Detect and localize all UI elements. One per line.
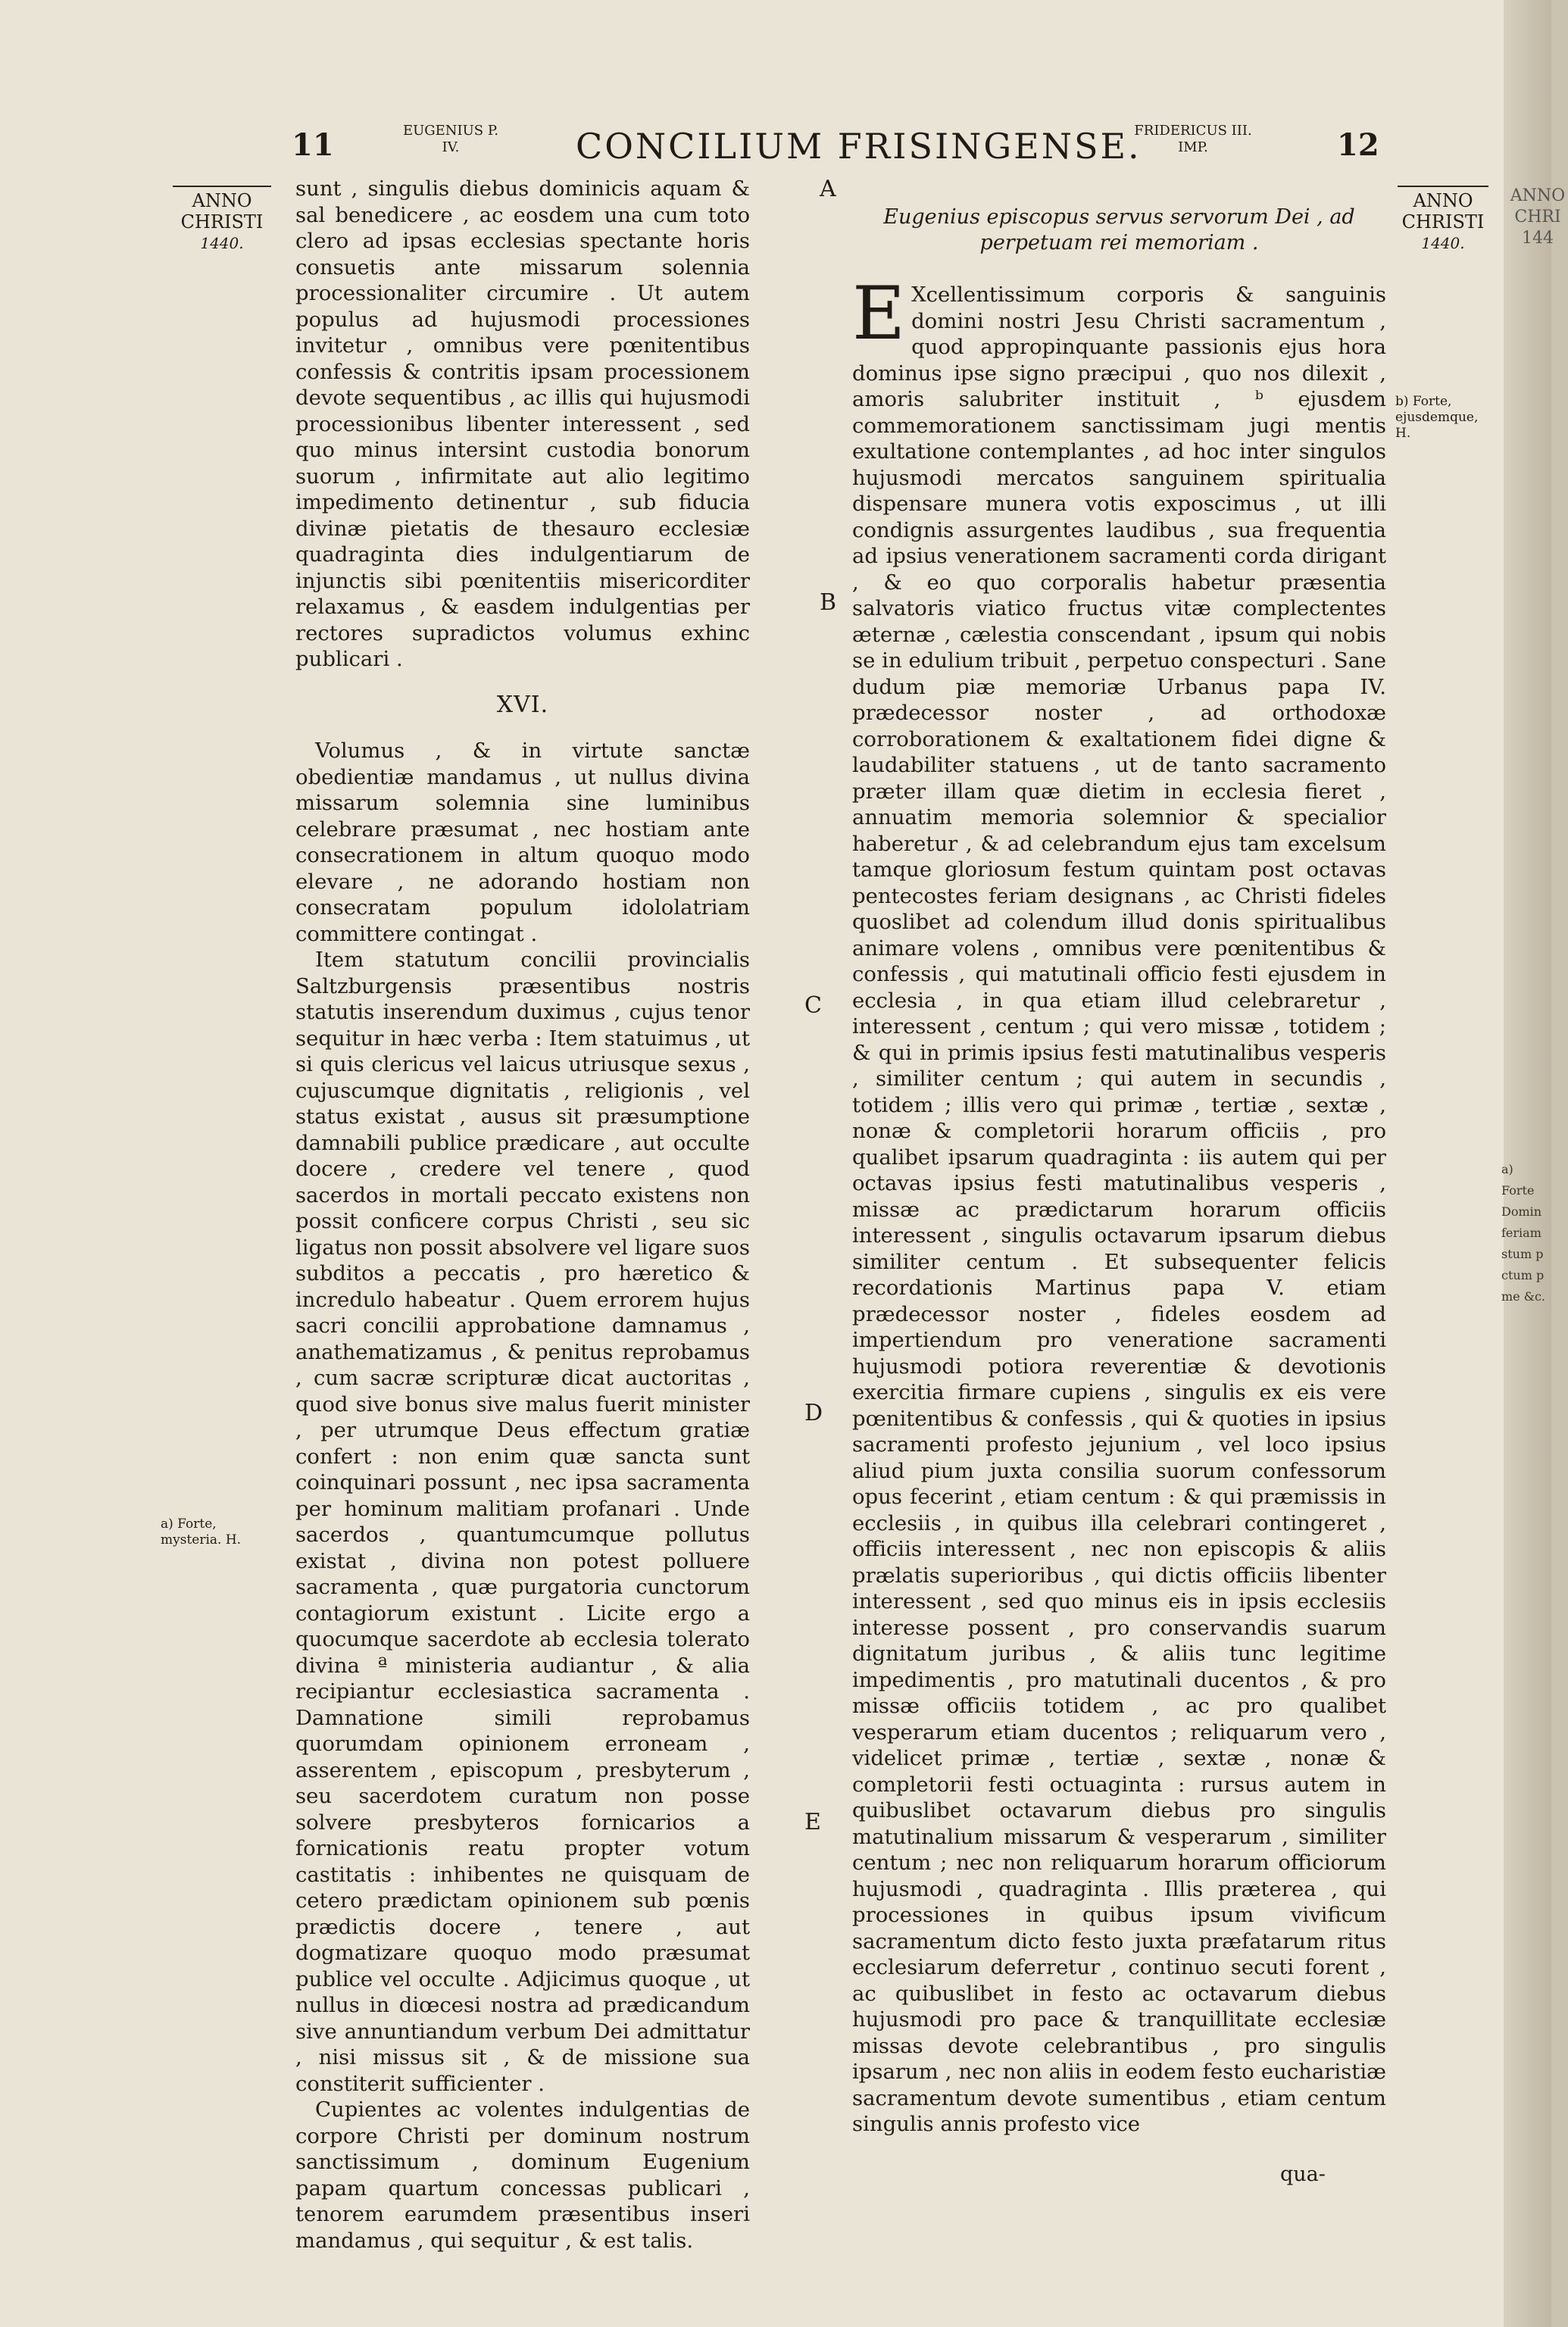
left-column [295,176,750,2254]
anno-label: ANNO CHRISTI [180,190,264,233]
footnote-edge-a: a) Forte Domin feriam stum p ctum p me &c. [1501,1162,1546,1304]
margin-letter-c: C [804,992,822,1019]
margin-anno-edge: ANNO CHRI 144 [1510,186,1566,248]
left-paragraph-3: Item statutum concilii provincialis Saltzburgensis præsentibus nostris statutis inserendum duximus , cujus tenor sequitur in hæc verba : Item statuimus , ut si quis clericus vel laicus utriusque sexus , cujuscumque dignitatis , religionis , vel status existat , ausus sit præsumptione damnabili publice prædicare , aut occulte docere , credere vel tenere , quod sacerdos in mortali peccato existens non possit conficere corpus Christi , seu sic ligatus non possit absolvere vel ligare suos subditos a peccatis , pro hæretico & incredulo habeatur . Quem errorem hujus sacri concilii approbatione damnamus , anathematizamus , & penitus reprobamus , cum sacræ scripturæ dicat auctoritas , quod sive bonus sive malus fuerit minister , per utrumque Deus effectum gratiæ confert : non enim quæ sancta sunt coinquinari possunt , nec ipsa sacramenta per hominum malitiam profanari . Unde sacerdos , quantumcumque pollutus existat , divina non potest polluere sacramenta , quæ purgatoria cunctorum contagiorum existunt . Licite ergo a quocumque sacerdote ab ecclesia tolerato divina ª ministeria audiantur , & alia recipiantur ecclesiastica sacramenta . Damnatione simili reprobamus quorumdam opinionem erroneam , asserentem , episcopum , presbyterum , seu sacerdotem curatum non posse solvere presbyteros fornicarios a fornicationis reatu propter votum castitatis : inhibentes ne quisquam de cetero prædictam opinionem sub pœnis prædictis docere , tenere , aut dogmatizare quoquo modo præsumat publice vel occulte . Adjicimus quoque , ut nullus in diœcesi nostra ad prædicandum sive annuntiandum verbum Dei admittatur , nisi missus sit , & de missione sua constiterit sufficienter . [295,948,750,2096]
margin-letter-d: D [804,1400,823,1426]
anno-year: 1440. [1421,234,1465,252]
page-title: CONCILIUM FRISINGENSE. [576,126,1142,167]
bull-body-text: Xcellentissimum corporis & sanguinis domini nostri Jesu Christi sacramentum , quod appropinquante passionis ejus hora dominus ipse signo præcipui , quo nos dilexit , amoris salubriter instituit , ᵇ ejusdem commemorationem sanctissimam jugi mentis exultatione contemplantes , ad hoc inter singulos hujusmodi mercatos sanguinem spiritualia dispensare munera votis exposcimus , ut illi condignis assurgentes laudibus , sua frequentia ad ipsius venerationem sacramenti corda dirigant , & eo quo corporalis habetur præsentia salvatoris viatico fructus vitæ complectentes æternæ , cælestia conscendant , ipsum qui nobis se in edulium tribuit , perpetuo conspecturi . Sane dudum piæ memoriæ Urbanus papa IV. prædecessor noster , ad orthodoxæ corroborationem & exaltationem fidei digne & laudabiliter statuens , ut de tanto sacramento præter illam quæ dietim in ecclesia fieret , annuatim memoria solemnior & specialior haberetur , & ad celebrandum ejus tam excelsum tamque gloriosum festum quintam post octavas pentecostes feriam designans , ac Christi fideles quoslibet ad colendum illud donis spiritualibus animare volens , omnibus vere pœnitentibus & confessis , qui matutinali officio festi ejusdem in ecclesia , in qua etiam illud celebraretur , interessent , centum ; qui vero missæ , totidem ; & qui in primis ipsius festi matutinalibus vesperis , similiter centum ; qui autem in secundis , totidem ; illis vero qui primæ , tertiæ , sextæ , nonæ & completorii horarum officiis , pro qualibet ipsarum quadraginta : iis autem qui per octavas ipsius festi matutinalibus vesperis , missæ ac prædictarum horarum officiis interessent , singulis octavarum ipsarum diebus similiter centum . Et subsequenter felicis recordationis Martinus papa V. etiam prædecessor noster , fideles eosdem ad impertiendum pro veneratione sacramenti hujusmodi potiora reverentiæ & devotionis exercitia firmare cupiens , singulis ex eis vere pœnitentibus & confessis , qui & quoties in ipsius sacramenti profesto jejunium , vel loco ipsius aliud pium juxta consilia suorum confessorum opus fecerint , etiam centum : & qui præmissis in ecclesiis , in quibus illa celebrari contingeret , officiis interessent , nec non episcopis & aliis prælatis superioribus , qui dictis officiis libenter interessent , sed quo minus eis in ipsis ecclesiis interesse possent , pro conservandis suarum dignitatum juribus , & aliis tunc legitime impedimentis , pro matutinali ducentos , & pro missæ officiis totidem , ac pro qualibet vesperarum etiam ducentos ; reliquarum vero , videlicet primæ , tertiæ , sextæ , nonæ & completorii festi octuaginta : rursus autem in quibuslibet octavarum diebus pro singulis matutinalium missarum & vesperarum , similiter centum ; nec non reliquarum horarum officiorum hujusmodi , quadraginta . Illis præterea , qui processiones in quibus ipsum vivificum sacramentum dicto festo juxta præfatarum ritus ecclesiarum deferretur , continuo secuti forent , ac quibuslibet in festo ac octavarum diebus hujusmodi pro pace & tranquillitate ecclesiæ missas devote celebrantibus , pro singulis ipsarum , nec non aliis in eodem festo eucharistiæ sacramentum devote sumentibus , etiam centum singulis annis profesto vice [852,283,1386,2136]
bull-heading: Eugenius episcopus servus servorum Dei , ad perpetuam rei memoriam . [883,205,1355,255]
right-running-head: FRIDERICUS III. IMP. [1134,123,1252,155]
margin-letter-b: B [820,589,837,616]
section-number: XVI. [496,691,549,718]
footnote-left-a: a) Forte, mysteria. H. [161,1516,242,1548]
margin-anno-left [173,186,271,254]
left-paragraph-4: Cupientes ac volentes indulgentias de corpore Christi per dominum nostrum sanctissimum , dominum Eugenium papam quartum concessas publicari , tenorem earumdem præsentibus inseri mandamus , qui sequitur , & est talis. [295,2097,750,2253]
right-column [852,205,1386,2138]
margin-letter-a: A [820,176,836,202]
drop-cap: E [852,271,906,356]
footnote-right-b: b) Forte, ejusdemque, H. [1395,394,1479,441]
catchword: qua- [1280,2163,1326,2186]
left-page-number: 11 [292,127,334,163]
anno-label: ANNO CHRISTI [1401,190,1485,233]
left-paragraph-1: sunt , singulis diebus dominicis aquam & sal benedicere , ac eosdem una cum toto clero ad ipsas ecclesias spectante horis consuetis ante missarum solennia processionaliter circumire . Ut autem populus ad hujusmodi processiones invitetur , omnibus vere pœnitentibus confessis & contritis ipsam processionem devote sequentibus , ac illis qui hujusmodi processionibus libenter interessent , sed quo minus intersint custodia bonorum suorum , infirmitate aut alio legitimo impedimento detinentur , sub fiducia divinæ pietatis de thesauro ecclesiæ quadraginta dies indulgentiarum de injunctis sibi pœnitentiis misericorditer relaxamus , & easdem indulgentias per rectores supradictos volumus exhinc publicari . [295,176,750,671]
running-header [0,121,1551,174]
margin-anno-right [1398,186,1488,254]
left-paragraph-2: Volumus , & in virtute sanctæ obedientiæ mandamus , ut nullus divina missarum solemnia sine luminibus celebrare præsumat , nec hostiam ante consecrationem in altum quoquo modo elevare , ne adorando hostiam non consecratam populum idololatriam committere contingat . [295,739,750,946]
anno-year: 1440. [200,234,244,252]
bull-body [852,271,1386,2138]
margin-letter-e: E [804,1809,821,1835]
left-running-head: EUGENIUS P. IV. [402,123,499,155]
right-page-number: 12 [1337,127,1379,163]
